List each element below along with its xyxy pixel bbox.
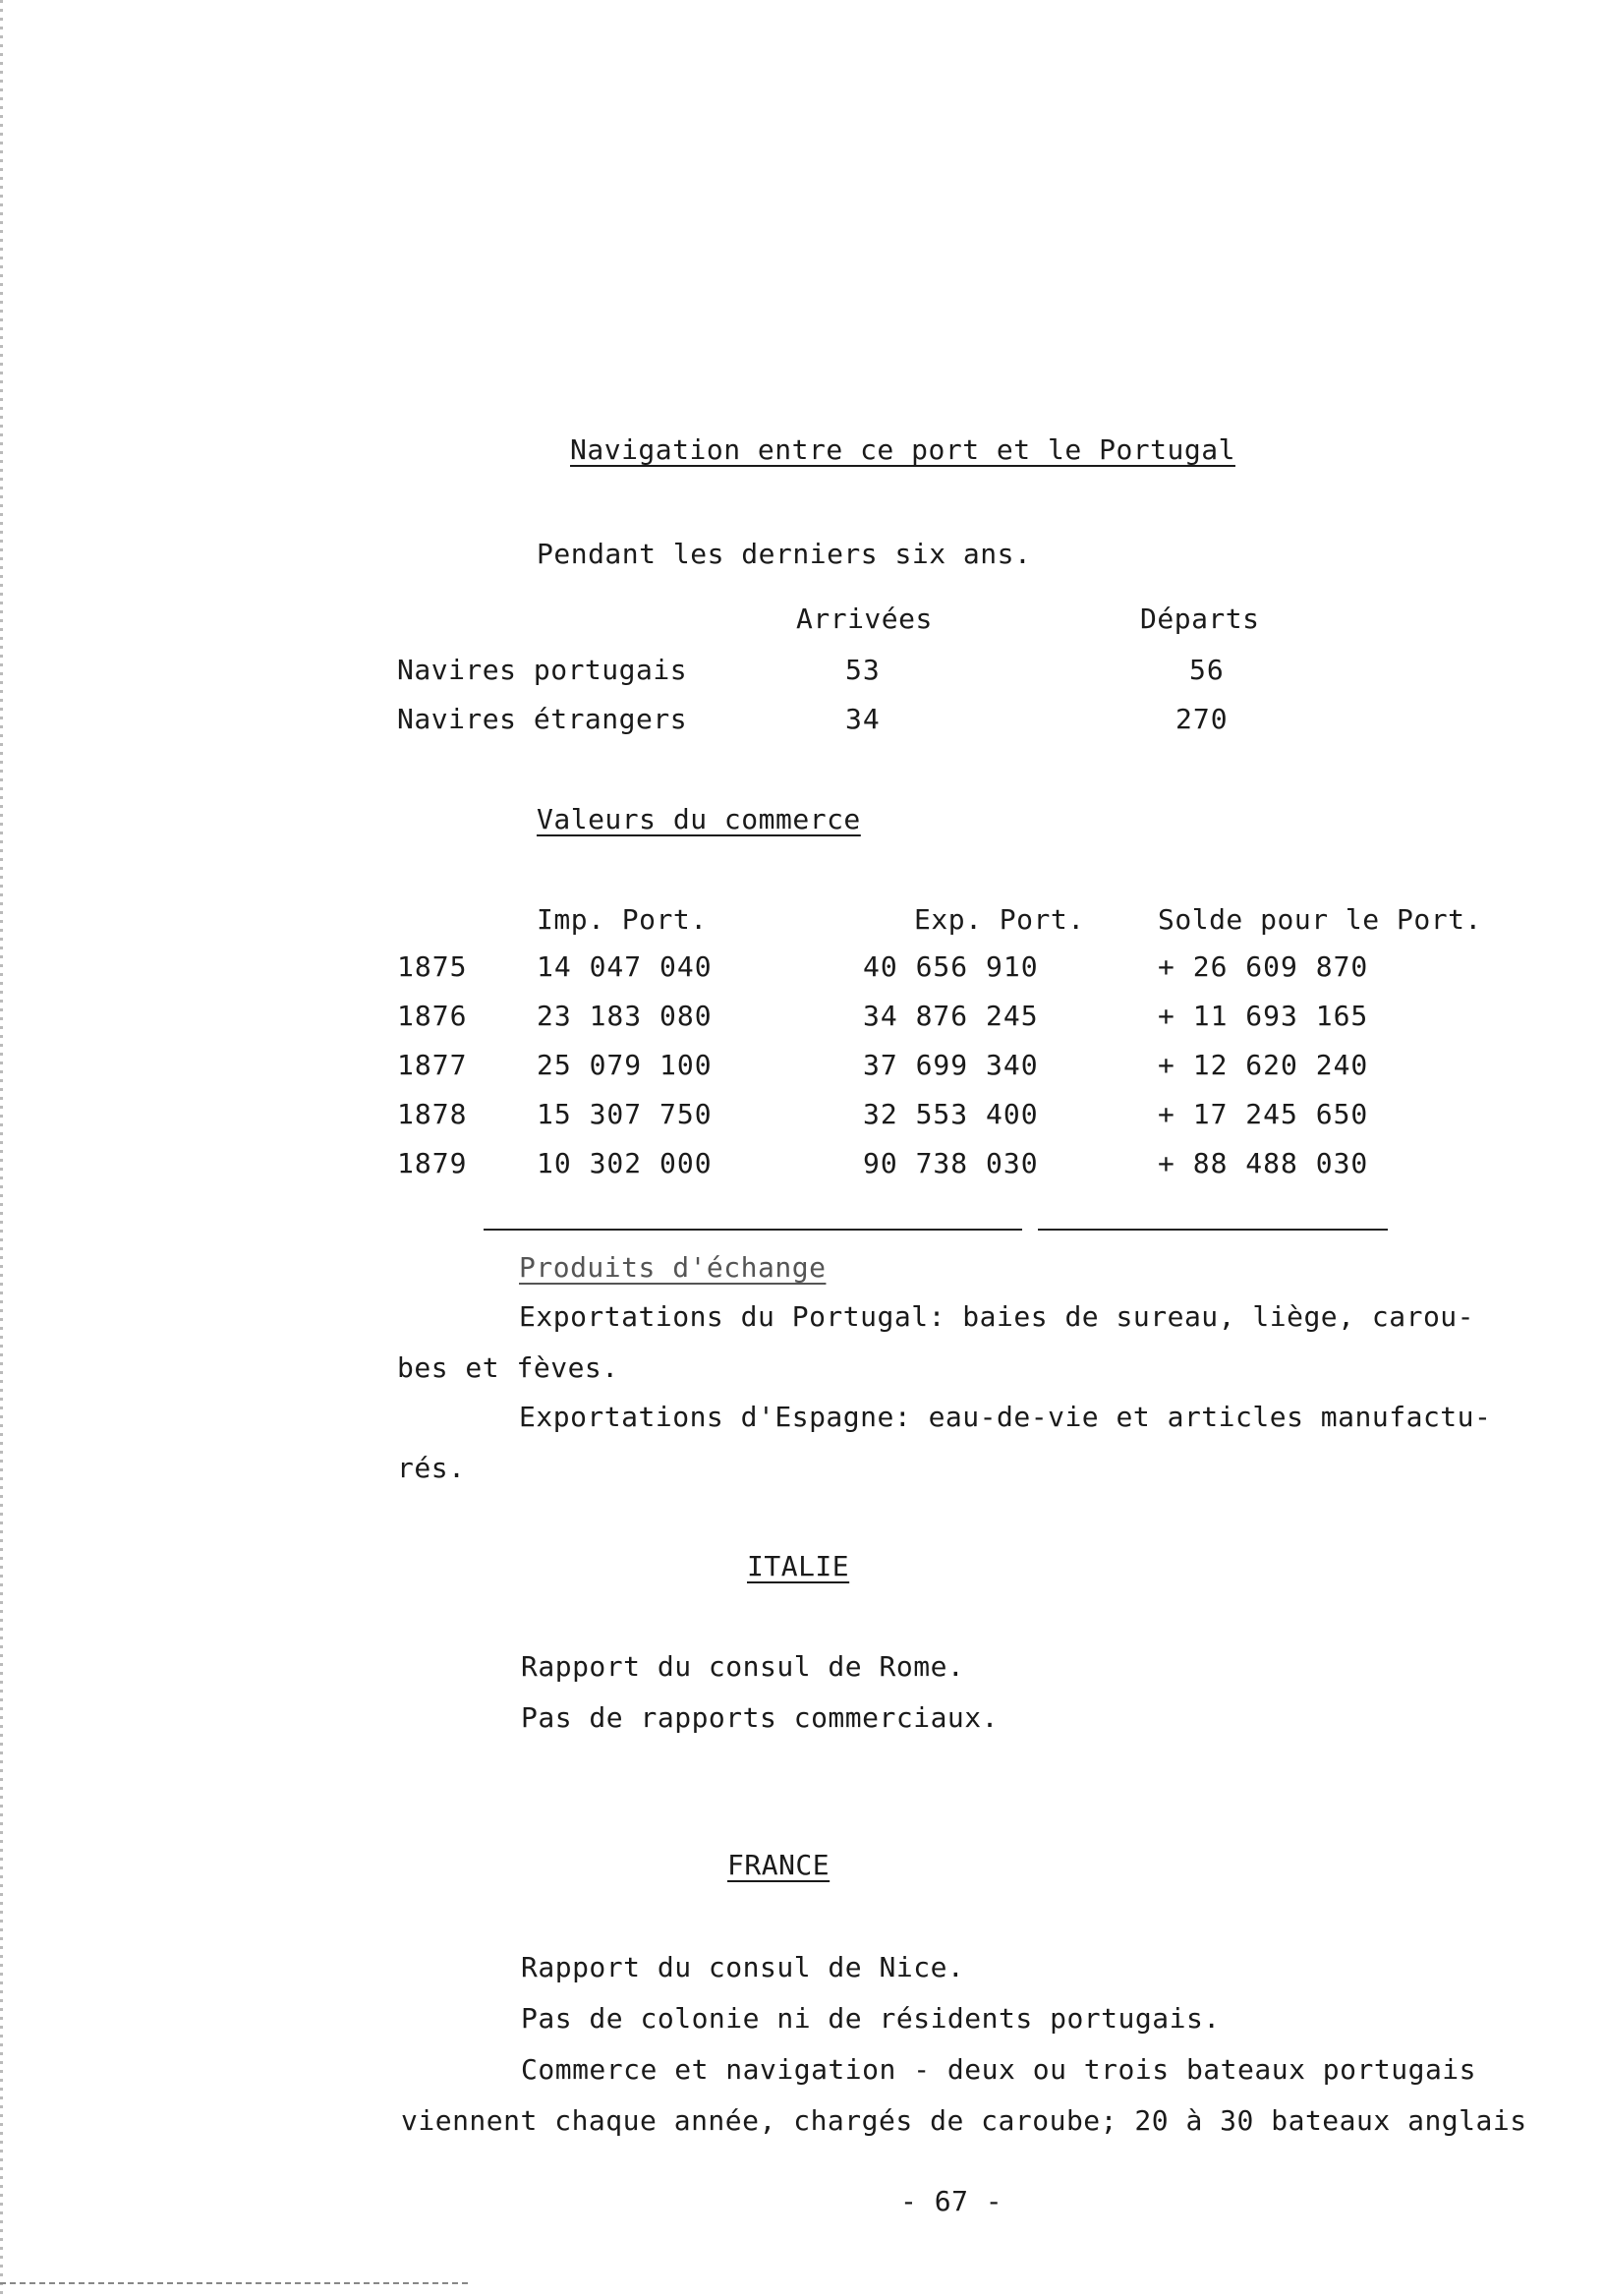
commerce-exp: 32 553 400 — [863, 1098, 1039, 1130]
nav-row-label: Navires étrangers — [397, 703, 688, 735]
produits-paragraph-2-line-2: rés. — [397, 1452, 466, 1484]
france-heading: FRANCE — [727, 1849, 831, 1881]
produits-title: Produits d'échange — [519, 1251, 827, 1284]
col-header-arrivals: Arrivées — [796, 603, 933, 635]
commerce-exp: 40 656 910 — [863, 950, 1039, 983]
nav-row-arrivals: 53 — [845, 654, 881, 686]
commerce-imp: 14 047 040 — [537, 950, 713, 983]
france-line-1: Rapport du consul de Nice. — [521, 1951, 965, 1983]
commerce-imp: 25 079 100 — [537, 1049, 713, 1081]
commerce-year: 1879 — [397, 1147, 468, 1179]
col-header-imp: Imp. Port. — [537, 903, 708, 936]
produits-paragraph-2-line-1: Exportations d'Espagne: eau-de-vie et articles manufactu- — [519, 1401, 1492, 1433]
commerce-solde: + 11 693 165 — [1158, 1000, 1369, 1032]
commerce-imp: 23 183 080 — [537, 1000, 713, 1032]
commerce-title: Valeurs du commerce — [537, 803, 861, 835]
commerce-solde: + 26 609 870 — [1158, 950, 1369, 983]
nav-row-arrivals: 34 — [845, 703, 881, 735]
commerce-exp: 34 876 245 — [863, 1000, 1039, 1032]
col-header-solde: Solde pour le Port. — [1158, 903, 1482, 936]
commerce-solde: + 88 488 030 — [1158, 1147, 1369, 1179]
commerce-imp: 10 302 000 — [537, 1147, 713, 1179]
italie-line-2: Pas de rapports commerciaux. — [521, 1701, 1000, 1734]
commerce-year: 1875 — [397, 950, 468, 983]
scan-left-edge — [0, 0, 3, 2296]
nav-row-label: Navires portugais — [397, 654, 688, 686]
commerce-year: 1878 — [397, 1098, 468, 1130]
navigation-subtitle: Pendant les derniers six ans. — [537, 538, 1032, 570]
scan-bottom-edge — [0, 2282, 472, 2284]
italie-heading: ITALIE — [747, 1550, 850, 1582]
france-line-4: viennent chaque année, chargés de caroube; 20 à 30 bateaux anglais — [401, 2104, 1527, 2137]
commerce-exp: 90 738 030 — [863, 1147, 1039, 1179]
france-line-3: Commerce et navigation - deux ou trois bateaux portugais — [521, 2053, 1477, 2086]
divider-rule-left — [484, 1229, 1022, 1231]
commerce-imp: 15 307 750 — [537, 1098, 713, 1130]
commerce-year: 1877 — [397, 1049, 468, 1081]
divider-rule-right — [1038, 1229, 1388, 1231]
col-header-exp: Exp. Port. — [914, 903, 1085, 936]
commerce-solde: + 12 620 240 — [1158, 1049, 1369, 1081]
france-line-2: Pas de colonie ni de résidents portugais. — [521, 2002, 1221, 2035]
italie-line-1: Rapport du consul de Rome. — [521, 1650, 965, 1683]
commerce-exp: 37 699 340 — [863, 1049, 1039, 1081]
produits-paragraph-1-line-1: Exportations du Portugal: baies de sureau, liège, carou- — [519, 1300, 1475, 1333]
nav-row-departures: 56 — [1189, 654, 1225, 686]
navigation-title: Navigation entre ce port et le Portugal — [570, 433, 1235, 466]
produits-paragraph-1-line-2: bes et fèves. — [397, 1351, 619, 1384]
nav-row-departures: 270 — [1175, 703, 1229, 735]
commerce-solde: + 17 245 650 — [1158, 1098, 1369, 1130]
page-number: - 67 - — [900, 2185, 1003, 2217]
commerce-year: 1876 — [397, 1000, 468, 1032]
col-header-departures: Départs — [1140, 603, 1260, 635]
